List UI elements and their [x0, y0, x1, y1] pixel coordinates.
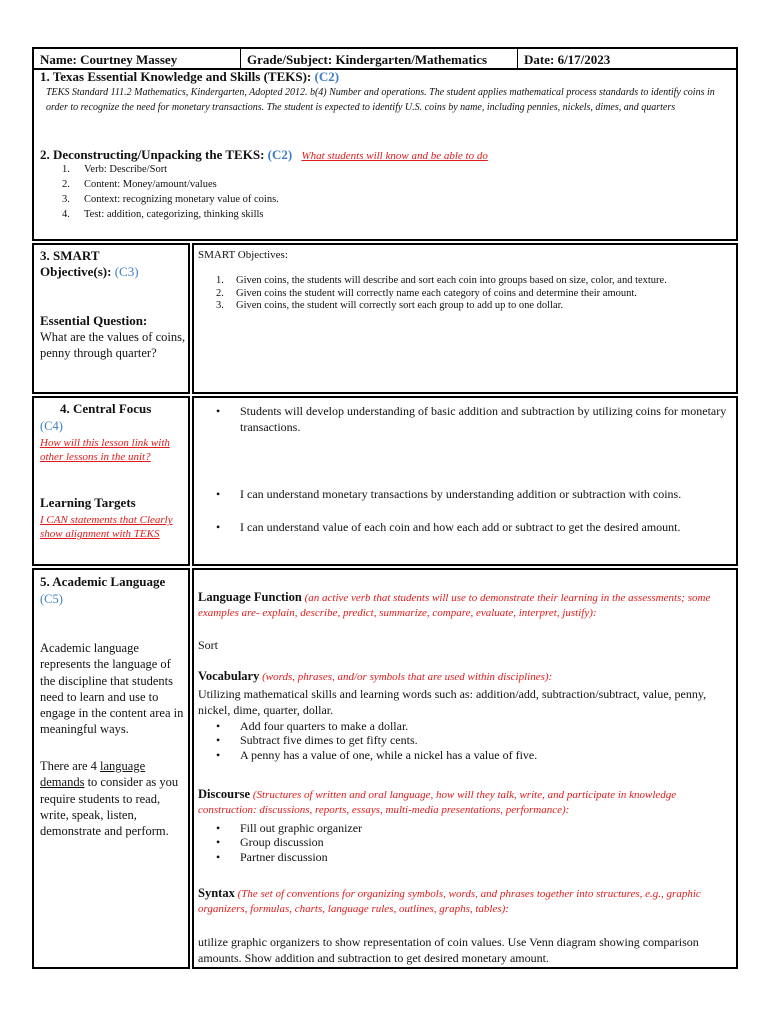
- learning-targets-prompt: I CAN statements that Clearly show alignment with TEKS: [40, 514, 173, 541]
- list-item: 2. Given coins the student will correctly name each category of coins and determine their amount.: [216, 287, 637, 299]
- section4-title: 4. Central Focus: [60, 401, 152, 416]
- essential-question-title: Essential Question:: [40, 313, 148, 328]
- list-item: • Fill out graphic organizer: [194, 821, 734, 835]
- section5-code: (C5): [40, 592, 63, 606]
- language-function-block: Language Function (an active verb that students will use to demonstrate their learning in the assessments; some examples are- explain, describe, predict, summarize, compare, evaluate, interpret, justify):: [198, 590, 711, 620]
- section1-heading: [40, 69, 339, 85]
- academic-language-description: Academic language represents the language of the discipline that students need to learn and use to engage in the content area in meaningful ways.: [40, 641, 184, 737]
- syntax-text: utilize graphic organizers to show representation of coin values. Use Venn diagram showing comparison amounts. Show addition and subtraction to get desired monetary amount.: [198, 935, 699, 966]
- central-focus-left-cell: [32, 396, 190, 566]
- list-item: 3. Given coins, the student will correctly sort each group to add up to one dollar.: [216, 300, 564, 312]
- smart-objectives-list: [216, 275, 731, 313]
- list-item: • Group discussion: [194, 835, 734, 849]
- list-item: • Subtract five dimes to get fifty cents.: [194, 733, 734, 747]
- teacher-name: Name: Courtney Massey: [40, 52, 178, 67]
- smart-left-cell: [32, 243, 190, 394]
- section1-title: 1. Texas Essential Knowledge and Skills (TEKS):: [40, 69, 312, 84]
- list-item: 2. Content: Money/amount/values: [62, 179, 217, 190]
- section4-code: (C4): [40, 419, 63, 433]
- teks-standard-text: TEKS Standard 111.2 Mathematics, Kindergarten, Adopted 2012. b(4) Number and operations. The student applies mathematical process standards to identify coins in order to recognize the need for monetary transactions. The student is expected to identify U.S. coins by name, including pennies, nickels, dimes, and quarters: [46, 87, 715, 113]
- section2-prompt: What students will know and be able to do: [301, 150, 488, 162]
- vocabulary-heading: Vocabulary (words, phrases, and/or symbols that are used within disciplines):: [198, 669, 553, 683]
- syntax-heading: Syntax (The set of conventions for organizing symbols, words, and phrases together into structures, e.g., graphic organizers, formulas, charts, language rules, outlines, graphs, tables):: [198, 886, 701, 916]
- unpacking-list: [62, 164, 279, 224]
- language-function-value: Sort: [198, 638, 219, 652]
- list-item: • A penny has a value of one, while a nickel has a value of five.: [194, 748, 734, 762]
- list-item: 1. Verb: Describe/Sort: [62, 164, 168, 175]
- academic-language-right-cell: [192, 568, 738, 969]
- header-row: [32, 47, 738, 70]
- learning-targets-title: Learning Targets: [40, 495, 136, 510]
- list-item: • Add four quarters to make a dollar.: [194, 719, 734, 733]
- list-item: 3. Context: recognizing monetary value of coins.: [62, 194, 279, 205]
- lesson-date: Date: 6/17/2023: [524, 52, 611, 67]
- central-focus-bullet: • Students will develop understanding of basic addition and subtraction by utilizing coins for monetary transactions.: [194, 403, 734, 435]
- discourse-bullets: [194, 821, 734, 864]
- language-demands-link: language demands: [40, 759, 146, 790]
- section1-code: (C2): [314, 69, 340, 84]
- teks-section: [32, 69, 738, 241]
- section5-title: 5. Academic Language: [40, 574, 166, 589]
- section3-title: 3. SMART Objective(s): (C3): [40, 248, 139, 279]
- grade-subject: Grade/Subject: Kindergarten/Mathematics: [247, 52, 488, 67]
- section2-code: (C2): [267, 147, 293, 162]
- discourse-heading: Discourse (Structures of written and oral language, how will they talk, write, and participate in knowledge construction: discussions, reports, essays, multi-media presentations, performance):: [198, 787, 677, 817]
- learning-target-bullet: • I can understand value of each coin and how each add or subtract to get the desired amount.: [194, 519, 724, 535]
- learning-target-bullet: • I can understand monetary transactions by understanding addition or subtraction with coins.: [194, 486, 734, 502]
- section2-title: 2. Deconstructing/Unpacking the TEKS:: [40, 147, 265, 162]
- section2-heading: [40, 147, 488, 163]
- list-item: 4. Test: addition, categorizing, thinking skills: [62, 209, 264, 220]
- section4-prompt: How will this lesson link with other lessons in the unit?: [40, 437, 170, 464]
- list-item: 1. Given coins, the students will describe and sort each coin into groups based on size, color, and texture.: [216, 275, 667, 286]
- smart-objectives-title: SMART Objectives:: [198, 249, 288, 261]
- academic-language-left-cell: [32, 568, 190, 969]
- central-focus-right-cell: [192, 396, 738, 566]
- vocabulary-bullets: [194, 719, 734, 762]
- essential-question-text: What are the values of coins, penny through quarter?: [40, 330, 186, 361]
- smart-right-cell: [192, 243, 738, 394]
- language-demands-text: There are 4 language demands to consider as you require students to read, write, speak, listen, demonstrate and perform.: [40, 759, 179, 838]
- list-item: • Partner discussion: [194, 850, 734, 864]
- vocabulary-text: Utilizing mathematical skills and learning words such as: addition/add, subtraction/subtract, value, penny, nickel, dime, quarter, dollar.: [198, 687, 707, 718]
